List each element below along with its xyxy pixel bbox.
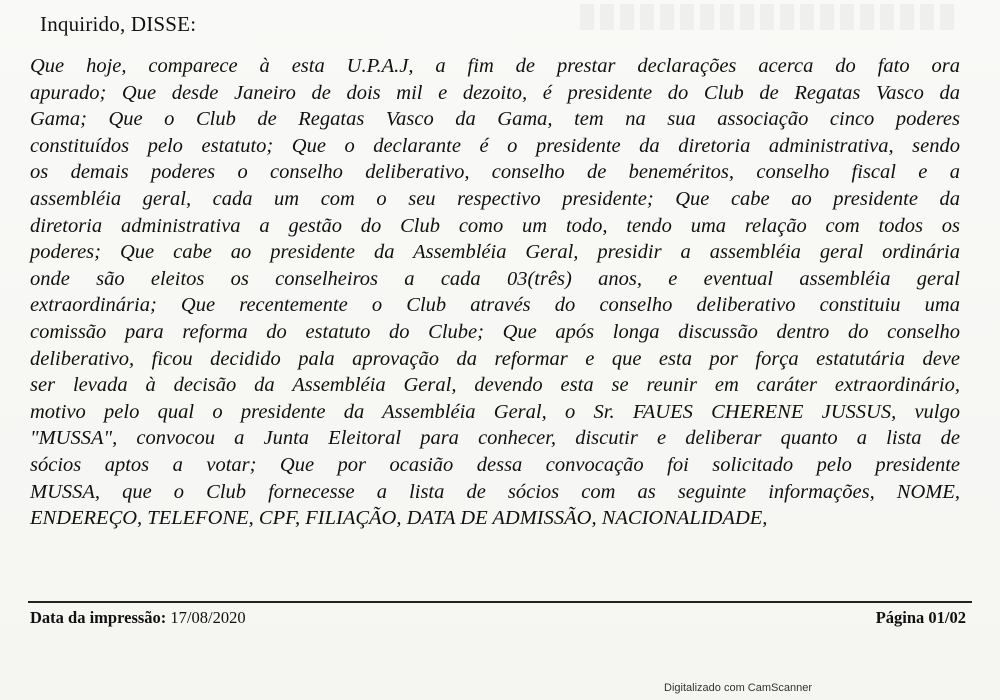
body-line: MUSSA, que o Club fornecesse a lista de sócios com as seguinte informações, NOME, (30, 480, 960, 503)
bleed-through-artifact (580, 4, 960, 30)
body-line: assembléia geral, cada um com o seu respectivo presidente; Que cabe ao presidente da (30, 187, 960, 210)
testimony-body (30, 53, 960, 532)
print-date-label: Data da impressão: (30, 608, 167, 627)
body-line: "MUSSA", convocou a Junta Eleitoral para conhecer, discutir e deliberar quanto a lista de (30, 427, 960, 450)
body-line: ser levada à decisão da Assembléia Geral, devendo esta se reunir em caráter extraordinário, (30, 374, 960, 397)
body-line: sócios aptos a votar; Que por ocasião dessa convocação foi solicitado pelo presidente (30, 453, 960, 476)
section-heading: Inquirido, DISSE: (40, 12, 197, 36)
print-date-value: 17/08/2020 (170, 608, 246, 627)
body-line: motivo pelo qual o presidente da Assembléia Geral, o Sr. FAUES CHERENE JUSSUS, vulgo (30, 400, 960, 423)
footer-divider (28, 601, 972, 603)
body-line: ENDEREÇO, TELEFONE, CPF, FILIAÇÃO, DATA DE ADMISSÃO, NACIONALIDADE, (30, 507, 768, 530)
scanner-watermark: Digitalizado com CamScanner (664, 682, 812, 694)
body-line: onde são eleitos os conselheiros a cada 03(três) anos, e eventual assembléia geral (30, 267, 960, 290)
body-line: os demais poderes o conselho deliberativo, conselho de beneméritos, conselho fiscal e a (30, 161, 960, 184)
body-line: extraordinária; Que recentemente o Club através do conselho deliberativo constituiu uma (30, 294, 960, 317)
body-line: comissão para reforma do estatuto do Clube; Que após longa discussão dentro do conselho (30, 320, 960, 343)
body-line: diretoria administrativa a gestão do Club como um todo, tendo uma relação com todos os (30, 214, 960, 237)
body-line: constituídos pelo estatuto; Que o declarante é o presidente da diretoria administrativa, sendo (30, 134, 960, 157)
print-date (30, 608, 246, 628)
body-line: poderes; Que cabe ao presidente da Assembléia Geral, presidir a assembléia geral ordinária (30, 241, 960, 264)
body-line: Que hoje, comparece à esta U.P.A.J, a fim de prestar declarações acerca do fato ora (30, 55, 960, 77)
body-line: apurado; Que desde Janeiro de dois mil e dezoito, é presidente do Club de Regatas Vasco da (30, 81, 960, 104)
page-number: Página 01/02 (875, 608, 966, 627)
body-line: Gama; Que o Club de Regatas Vasco da Gama, tem na sua associação cinco poderes (30, 108, 960, 131)
body-line: deliberativo, ficou decidido pala aprovação da reformar e que esta por força estatutária deve (30, 347, 960, 370)
